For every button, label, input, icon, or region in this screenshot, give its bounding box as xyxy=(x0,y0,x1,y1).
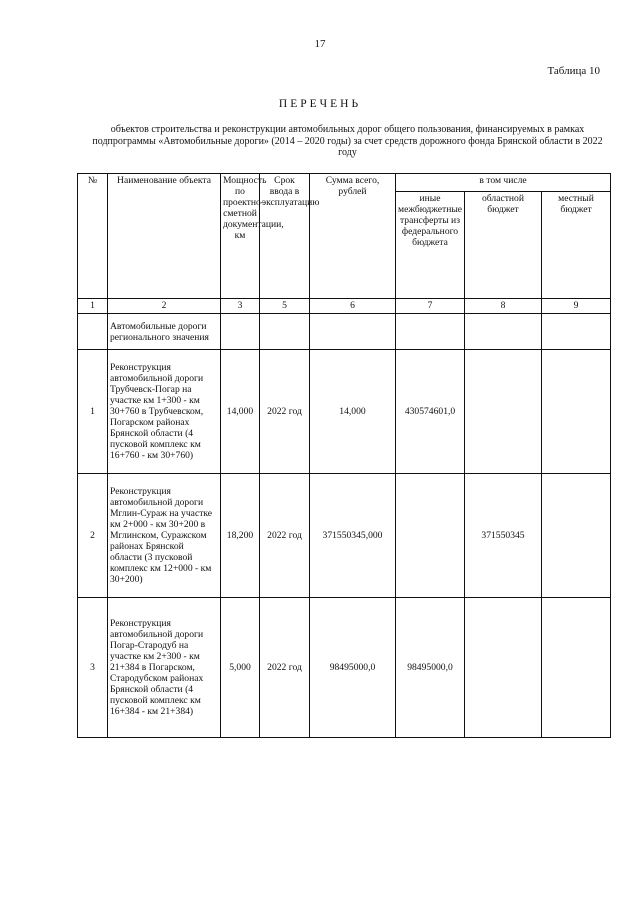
row-capacity: 18,200 xyxy=(221,474,260,598)
header-name: Наименование объекта xyxy=(108,174,221,299)
section-title: Автомобильные дороги регионального значения xyxy=(108,314,221,350)
row-federal xyxy=(396,474,465,598)
col-number: 7 xyxy=(396,299,465,314)
row-total: 98495000,0 xyxy=(310,598,396,738)
column-numbers-row xyxy=(78,299,611,314)
row-term: 2022 год xyxy=(260,474,310,598)
header-term: Срок ввода в эксплуатацию xyxy=(260,174,310,299)
row-local xyxy=(542,474,611,598)
row-total: 14,000 xyxy=(310,350,396,474)
row-federal: 430574601,0 xyxy=(396,350,465,474)
page-number: 17 xyxy=(314,38,326,50)
row-name: Реконструкция автомобильной дороги Погар-Стародуб на участке км 2+300 - км 21+384 в Погарском, Стародубском районах Брянской области (4 пусковой комплекс км 16+384 - км 21+384) xyxy=(108,598,221,738)
row-term: 2022 год xyxy=(260,350,310,474)
row-num: 1 xyxy=(78,350,108,474)
row-capacity: 5,000 xyxy=(221,598,260,738)
header-regional: областной бюджет xyxy=(465,192,542,299)
table-row xyxy=(78,598,611,738)
col-number: 1 xyxy=(78,299,108,314)
document-title: ПЕРЕЧЕНЬ xyxy=(278,98,362,110)
col-number: 3 xyxy=(221,299,260,314)
header-federal: иные межбюджетные трансферты из федерального бюджета xyxy=(396,192,465,299)
row-total: 371550345,000 xyxy=(310,474,396,598)
section-row xyxy=(78,314,611,350)
document-subtitle: объектов строительства и реконструкции автомобильных дорог общего пользования, финансируемых в рамках подпрограммы «Автомобильные дороги» (2014 – 2020 годы) за счет средств дорожного фонда Брянской области в 2022 году xyxy=(92,124,603,158)
col-number: 2 xyxy=(108,299,221,314)
row-federal: 98495000,0 xyxy=(396,598,465,738)
col-number: 9 xyxy=(542,299,611,314)
table-row xyxy=(78,350,611,474)
table-row xyxy=(78,474,611,598)
row-name: Реконструкция автомобильной дороги Трубчевск-Погар на участке км 1+300 - км 30+760 в Трубчевском, Погарском районах Брянской области (4 пусковой комплекс км 16+760 - км 30+760) xyxy=(108,350,221,474)
row-local xyxy=(542,350,611,474)
row-regional xyxy=(465,350,542,474)
row-term: 2022 год xyxy=(260,598,310,738)
col-number: 8 xyxy=(465,299,542,314)
row-num: 2 xyxy=(78,474,108,598)
header-total: Сумма всего, рублей xyxy=(310,174,396,299)
header-num: № xyxy=(78,174,108,299)
header-including: в том числе xyxy=(396,174,611,192)
row-local xyxy=(542,598,611,738)
header-local: местный бюджет xyxy=(542,192,611,299)
row-regional xyxy=(465,598,542,738)
row-capacity: 14,000 xyxy=(221,350,260,474)
objects-table xyxy=(77,173,611,738)
row-regional: 371550345 xyxy=(465,474,542,598)
col-number: 6 xyxy=(310,299,396,314)
table-number: Таблица 10 xyxy=(547,65,600,77)
row-name: Реконструкция автомобильной дороги Мглин-Сураж на участке км 2+000 - км 30+200 в Мглинском, Суражском районах Брянской области (3 пусковой комплекс км 12+000 - км 30+200) xyxy=(108,474,221,598)
col-number: 5 xyxy=(260,299,310,314)
row-num: 3 xyxy=(78,598,108,738)
header-capacity: Мощность по проектно-сметной документации, км xyxy=(221,174,260,299)
